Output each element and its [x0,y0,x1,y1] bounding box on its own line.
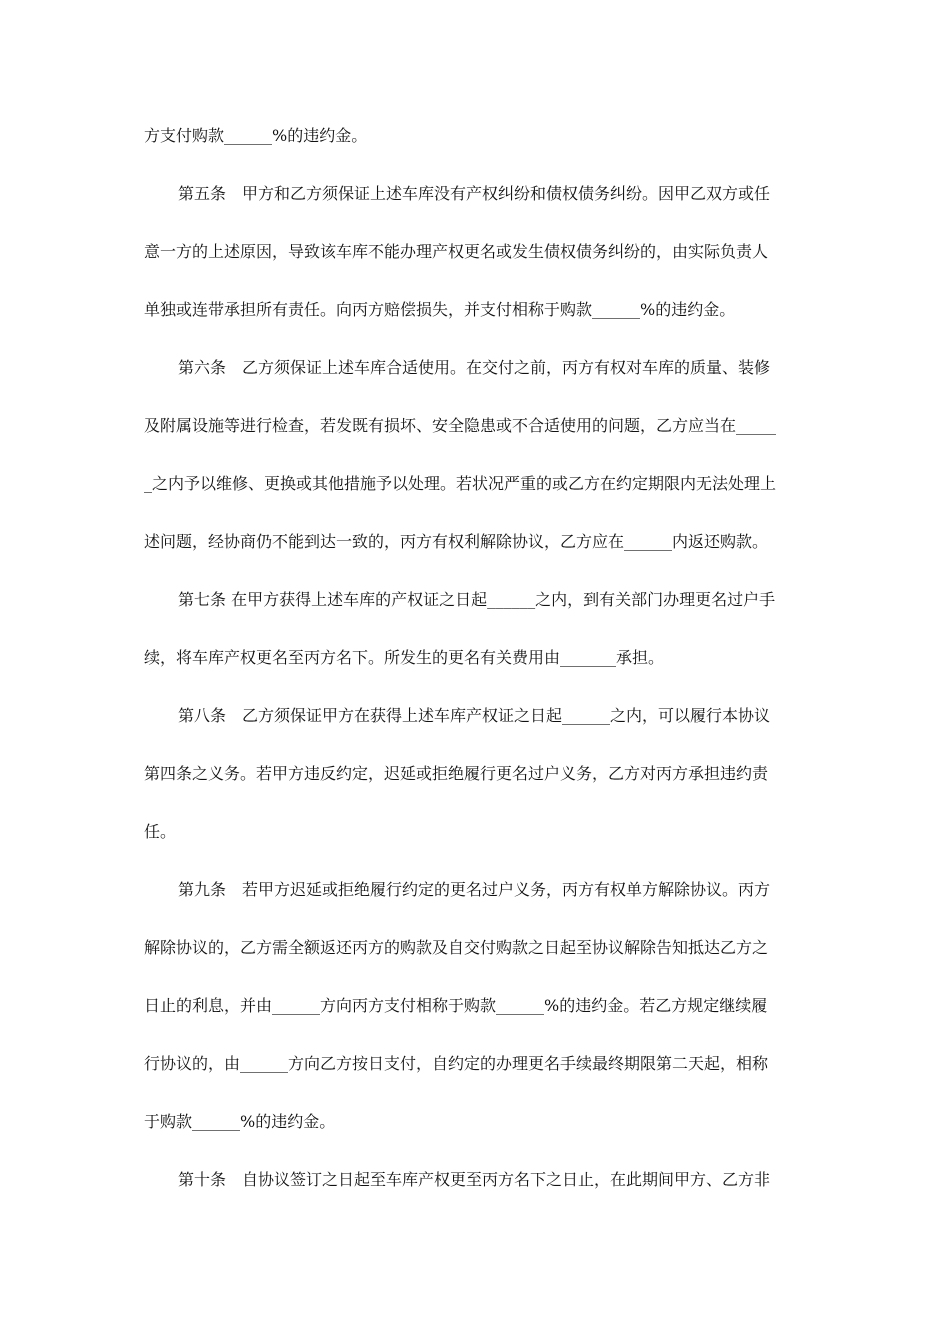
article-8-line-3: 任。 [144,822,177,841]
article-10-line-1: 第十条 自协议签订之日起至车库产权更至丙方名下之日止，在此期间甲方、乙方非 [178,1170,771,1189]
article-7-line-2: 续，将车库产权更名至丙方名下。所发生的更名有关费用由_______承担。 [144,648,665,667]
line-1: 方支付购款______%的违约金。 [144,126,368,145]
article-9-line-4: 行协议的，由______方向乙方按日支付，自约定的办理更名手续最终期限第二天起，相称 [144,1054,769,1073]
article-9-line-3: 日止的利息，并由______方向丙方支付相称于购款______%的违约金。若乙方规定继续履 [144,996,768,1015]
article-8-line-1: 第八条 乙方须保证甲方在获得上述车库产权证之日起______之内，可以履行本协议 [178,706,771,725]
article-6-line-1: 第六条 乙方须保证上述车库合适使用。在交付之前，丙方有权对车库的质量、装修 [178,358,771,377]
article-5-line-3: 单独或连带承担所有责任。向丙方赔偿损失，并支付相称于购款______%的违约金。 [144,300,736,319]
article-5-line-1: 第五条 甲方和乙方须保证上述车库没有产权纠纷和债权债务纠纷。因甲乙双方或任 [178,184,771,203]
article-9-line-1: 第九条 若甲方迟延或拒绝履行约定的更名过户义务，丙方有权单方解除协议。丙方 [178,880,771,899]
article-9-line-2: 解除协议的，乙方需全额返还丙方的购款及自交付购款之日起至协议解除告知抵达乙方之 [144,938,769,957]
article-5-line-2: 意一方的上述原因，导致该车库不能办理产权更名或发生债权债务纠纷的，由实际负责人 [144,242,769,261]
article-9-line-5: 于购款______%的违约金。 [144,1112,336,1131]
article-8-line-2: 第四条之义务。若甲方违反约定，迟延或拒绝履行更名过户义务，乙方对丙方承担违约责 [144,764,769,783]
article-6-line-4: 述问题，经协商仍不能到达一致的，丙方有权利解除协议，乙方应在______内返还购款。 [144,532,769,551]
article-7-line-1: 第七条 在甲方获得上述车库的产权证之日起______之内，到有关部门办理更名过户手 [178,590,776,609]
article-6-line-2: 及附属设施等进行检查，若发既有损坏、安全隐患或不合适使用的问题，乙方应当在_____ [144,416,777,435]
article-6-line-3: _之内予以维修、更换或其他措施予以处理。若状况严重的或乙方在约定期限内无法处理上 [144,474,777,493]
